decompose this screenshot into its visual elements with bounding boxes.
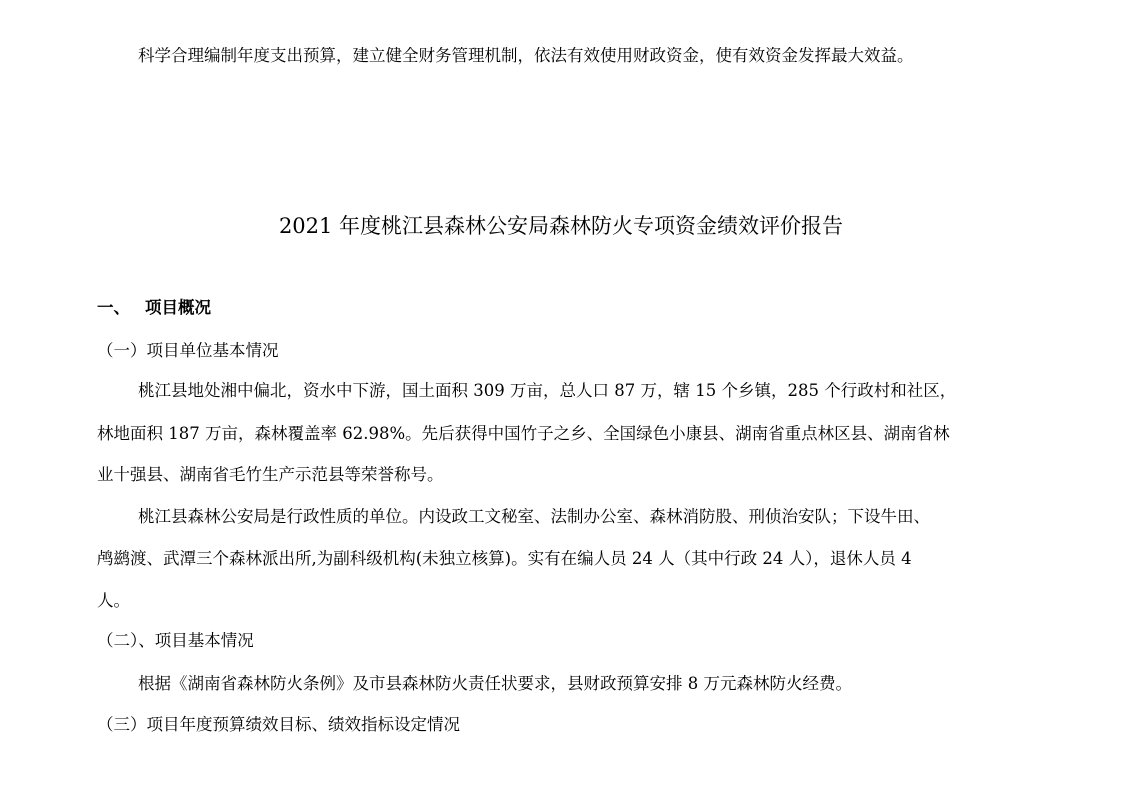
subsection-heading-2: （二）、项目基本情况	[97, 631, 254, 650]
paragraph-line: 根据《湖南省森林防火条例》及市县森林防火责任状要求，县财政预算安排 8 万元森林防火经费。	[138, 674, 852, 693]
report-title: 2021 年度桃江县森林公安局森林防火专项资金绩效评价报告	[278, 214, 844, 238]
paragraph-line: 林地面积 187 万亩，森林覆盖率 62.98%。先后获得中国竹子之乡、全国绿色小康县、湖南省重点林区县、湖南省林	[97, 424, 950, 443]
section-heading-1	[97, 297, 211, 319]
section-heading-text: 项目概况	[145, 298, 211, 317]
subsection-heading-1: （一）项目单位基本情况	[97, 341, 279, 360]
paragraph-line: 桃江县森林公安局是行政性质的单位。内设政工文秘室、法制办公室、森林消防股、刑侦治安队；下设牛田、	[138, 507, 930, 526]
paragraph-line: 人。	[97, 591, 130, 610]
paragraph-line: 桃江县地处湘中偏北，资水中下游，国土面积 309 万亩，总人口 87 万，辖 15 个乡镇，285 个行政村和社区，	[138, 381, 957, 400]
paragraph-line: 鸬鹚渡、武潭三个森林派出所,为副科级机构(未独立核算)。实有在编人员 24 人（其中行政 24 人），退休人员 4	[97, 549, 912, 568]
section-number: 一、	[97, 298, 130, 317]
subsection-heading-3: （三）项目年度预算绩效目标、绩效指标设定情况	[97, 715, 460, 734]
paragraph-line: 业十强县、湖南省毛竹生产示范县等荣誉称号。	[97, 465, 444, 484]
intro-tail-text: 科学合理编制年度支出预算，建立健全财务管理机制，依法有效使用财政资金，使有效资金发挥最大效益。	[138, 46, 914, 65]
